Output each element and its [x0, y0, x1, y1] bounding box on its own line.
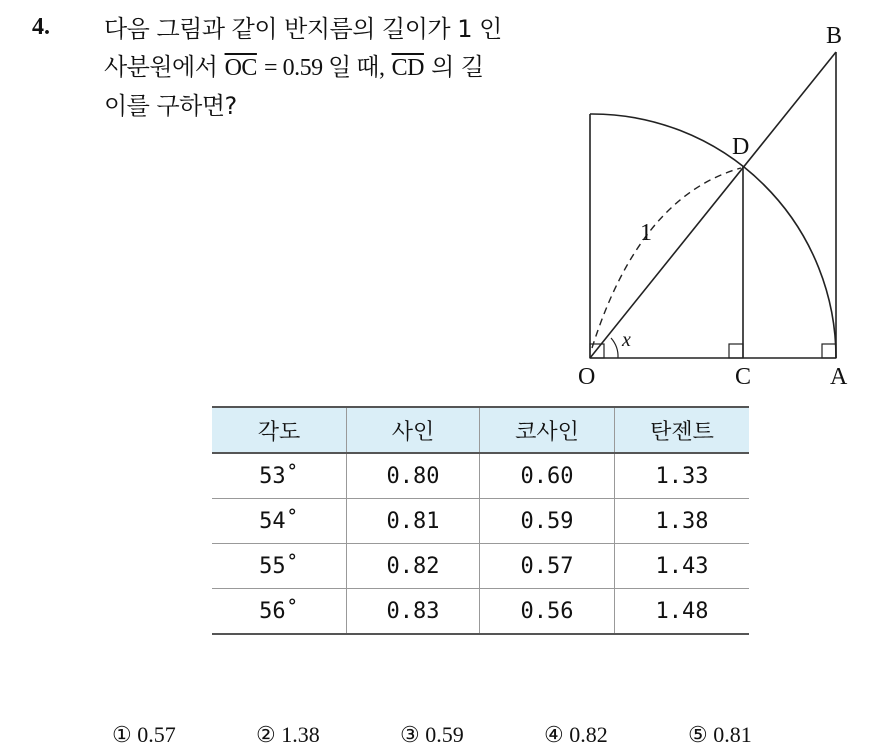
- choice-3[interactable]: ③ 0.59: [400, 722, 464, 747]
- table-row: [212, 544, 749, 589]
- question-line-2-post: 의 길: [431, 53, 484, 81]
- table-header: 탄젠트: [615, 407, 750, 453]
- right-angle-a: [822, 344, 836, 358]
- question-text: [104, 10, 564, 125]
- table-cell: 0.80: [347, 453, 480, 499]
- choice-2[interactable]: ② 1.38: [256, 722, 320, 747]
- angle-arc: [611, 338, 618, 358]
- line-ob: [590, 52, 836, 358]
- question-number: 4.: [32, 14, 50, 40]
- table-header: 코사인: [480, 407, 615, 453]
- table-cell: 56˚: [212, 589, 347, 635]
- table-row: [212, 453, 749, 499]
- segment-oc: $\overline{OC}$: [224, 55, 257, 81]
- label-angle-x: x: [622, 329, 631, 351]
- label-c: C: [735, 364, 752, 390]
- right-angle-c: [729, 344, 743, 358]
- label-a: A: [830, 364, 848, 390]
- table-cell: 0.82: [347, 544, 480, 589]
- dashed-radius: [592, 168, 741, 348]
- table-cell: 0.59: [480, 499, 615, 544]
- table-header: 각도: [212, 407, 347, 453]
- answer-choices: [112, 722, 832, 748]
- segment-cd: $\overline{CD}$: [391, 55, 424, 81]
- label-b: B: [826, 23, 843, 49]
- choice-5[interactable]: ⑤ 0.81: [688, 722, 752, 747]
- table-row: [212, 499, 749, 544]
- table-cell: 1.38: [615, 499, 750, 544]
- table-cell: 0.60: [480, 453, 615, 499]
- choice-4[interactable]: ④ 0.82: [544, 722, 608, 747]
- question-line-1: 다음 그림과 같이 반지름의 길이가 1 인: [104, 15, 502, 43]
- table-cell: 54˚: [212, 499, 347, 544]
- question-line-2-pre: 사분원에서: [104, 53, 218, 81]
- label-o: O: [578, 364, 596, 390]
- label-d: D: [732, 134, 750, 160]
- quarter-arc: [590, 114, 836, 358]
- question-line-2: [104, 48, 564, 87]
- table-row: [212, 589, 749, 635]
- table-header: 사인: [347, 407, 480, 453]
- table-cell: 55˚: [212, 544, 347, 589]
- table-cell: 0.81: [347, 499, 480, 544]
- quarter-circle-figure: [570, 16, 860, 396]
- table-cell: 1.33: [615, 453, 750, 499]
- table-cell: 53˚: [212, 453, 347, 499]
- table-cell: 0.83: [347, 589, 480, 635]
- table-cell: 1.43: [615, 544, 750, 589]
- question-line-2-eq: = 0.59 일 때,: [264, 55, 385, 81]
- trig-table: [212, 406, 749, 635]
- table-cell: 1.48: [615, 589, 750, 635]
- figure-svg: [570, 16, 860, 396]
- table-cell: 0.56: [480, 589, 615, 635]
- choice-1[interactable]: ① 0.57: [112, 722, 176, 747]
- question-line-3: 이를 구하면?: [104, 92, 237, 120]
- table-header-row: [212, 407, 749, 453]
- table-cell: 0.57: [480, 544, 615, 589]
- label-radius: 1: [640, 220, 652, 246]
